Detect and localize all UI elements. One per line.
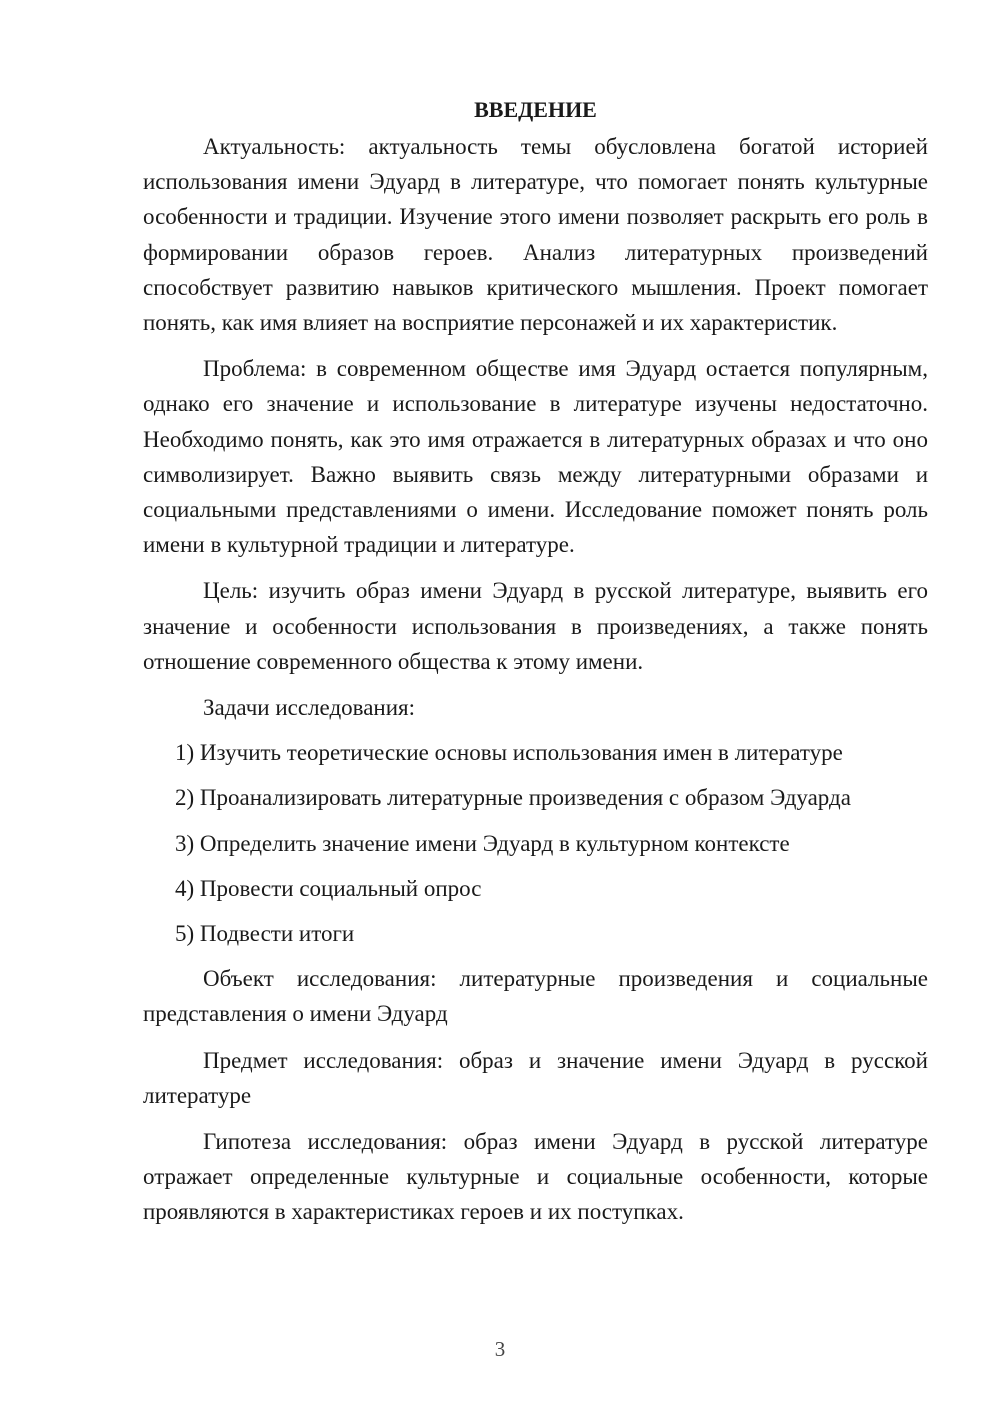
hypothesis-paragraph: Гипотеза исследования: образ имени Эдуард в русской литературе отражает определенные культурные и социальные особенности, которые проявляются в характеристиках героев и их поступках. [143,1129,928,1225]
problem-paragraph: Проблема: в современном обществе имя Эдуард остается популярным, однако его значение и использование в литературе изучены недостаточно. Необходимо понять, как это имя отражается в литературных образах и что оно символизирует. Важно выявить связь между литературными образами и социальными представлениями о имени. Исследование поможет понять роль имени в культурной традиции и литературе. [143,356,928,558]
task-item: 2) Проанализировать литературные произведения с образом Эдуарда [175,785,851,811]
goal-paragraph: Цель: изучить образ имени Эдуард в русской литературе, выявить его значение и особенности использования в произведениях, а также понять отношение современного общества к этому имени. [143,578,928,674]
subject-paragraph: Предмет исследования: образ и значение имени Эдуард в русской литературе [143,1047,928,1108]
tasks-heading: Задачи исследования: [203,695,416,721]
page-number: 3 [494,1337,506,1361]
relevance-paragraph: Актуальность: актуальность темы обусловлена богатой историей использования имени Эдуард в литературе, что помогает понять культурные особенности и традиции. Изучение этого имени позволяет раскрыть его роль в формировании образов героев. Анализ литературных произведений способствует развитию навыков критического мышления. Проект помогает понять, как имя влияет на восприятие персонажей и их характеристик. [143,134,928,336]
task-item: 4) Провести социальный опрос [175,875,482,901]
page-body [143,92,928,1241]
section-title: ВВЕДЕНИЕ [474,97,597,122]
task-item: 1) Изучить теоретические основы использования имен в литературе [175,740,843,766]
task-item: 5) Подвести итоги [175,921,355,947]
tasks-list [143,735,928,951]
object-paragraph: Объект исследования: литературные произведения и социальные представления о имени Эдуард [143,966,928,1027]
task-item: 3) Определить значение имени Эдуард в культурном контексте [175,830,790,856]
